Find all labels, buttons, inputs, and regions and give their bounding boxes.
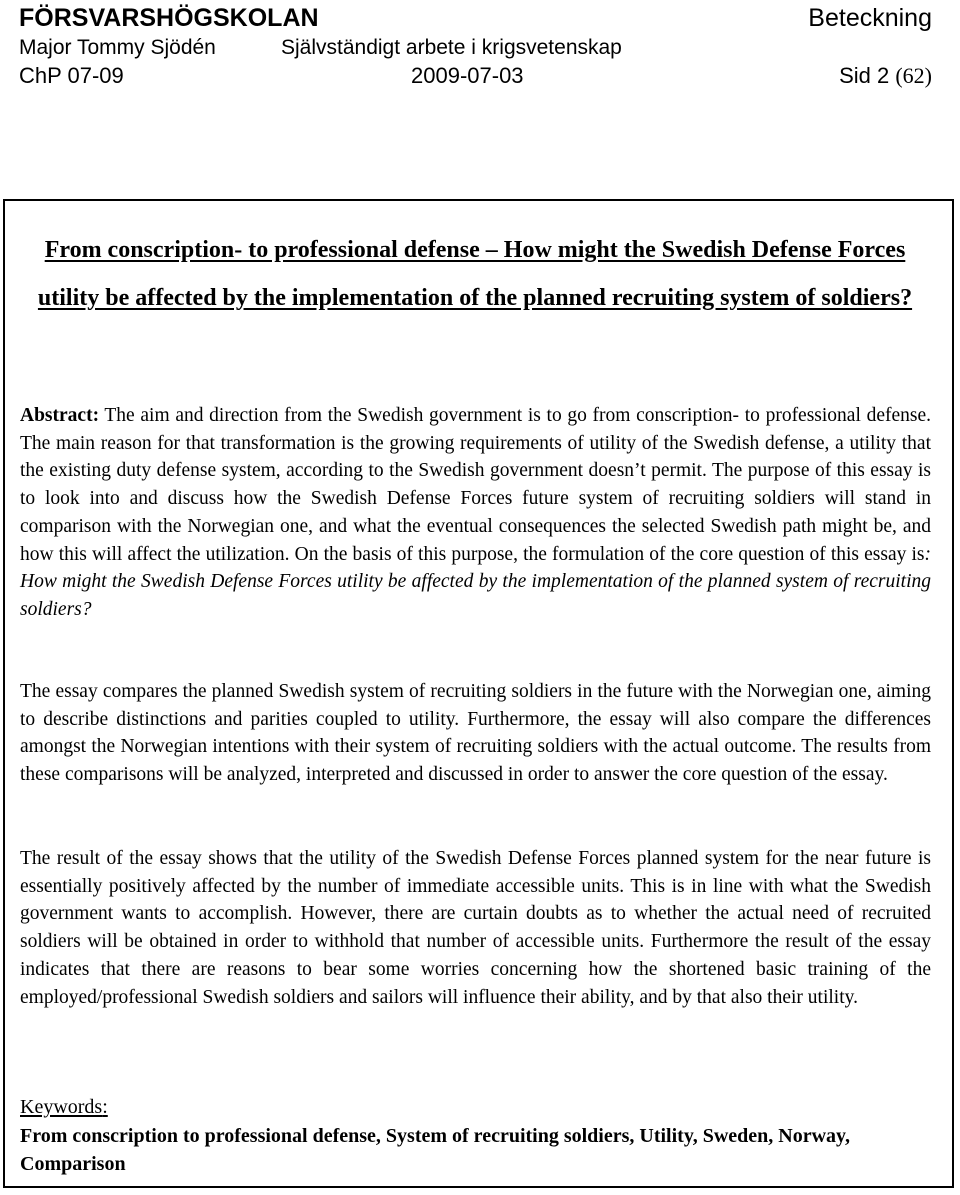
course-name: Självständigt arbete i krigsvetenskap (281, 36, 622, 59)
program-code: ChP 07-09 (19, 63, 124, 88)
abstract-paragraph (20, 402, 931, 624)
beteckning-label: Beteckning (808, 4, 932, 32)
page-header-row-2 (19, 36, 932, 64)
method-paragraph: The essay compares the planned Swedish system of recruiting soldiers in the future with the Norwegian one, aiming to describe distinctions and parities coupled to utility. Furthermore, the essay will also compare the differences amongst the Norwegian intentions with their system of recruiting soldiers with the actual outcome. The results from these comparisons will be analyzed, interpreted and discussed in order to answer the core question of the essay. (20, 681, 931, 786)
keywords-label: Keywords (20, 1096, 103, 1118)
page-number (839, 63, 932, 89)
page-header-row-3 (19, 63, 932, 93)
keywords-list: From conscription to professional defense, System of recruiting soldiers, Utility, Sweden, Norway, Comparison (20, 1125, 850, 1175)
page-total: (62) (895, 63, 932, 88)
essay-title: From conscription- to professional defense – How might the Swedish Defense Forces utility be affected by the implementation of the planned recruiting system of soldiers? (37, 237, 913, 311)
institution-name: FÖRSVARSHÖGSKOLAN (19, 4, 319, 32)
author-name: Major Tommy Sjödén (19, 36, 216, 59)
abstract-text: The aim and direction from the Swedish government is to go from conscription- to professional defense. The main reason for that transformation is the growing requirements of utility of the Swedish defense, a utility that the existing duty defense system, according to the Swedish government doesn’t permit. The purpose of this essay is to look into and discuss how the Swedish Defense Forces future system of recruiting soldiers will stand in comparison with the Norwegian one, and what the eventual consequences the selected Swedish path might be, and how this will affect the utilization. On the basis of this purpose, the formulation of the core question of this essay is (20, 405, 931, 565)
results-paragraph: The result of the essay shows that the utility of the Swedish Defense Forces planned system for the near future is essentially positively affected by the number of immediate accessible units. This is in line with what the Swedish government wants to accomplish. However, there are curtain doubts as to whether the actual need of recruited soldiers will be obtained in order to withhold that number of accessible units. Furthermore the result of the essay indicates that there are reasons to bear some worries concerning how the shortened basic training of the employed/professional Swedish soldiers and sailors will influence their ability, and by that also their utility. (20, 848, 931, 1008)
page-header-row-1 (19, 4, 932, 34)
page-number-label: Sid 2 (839, 63, 890, 88)
document-date: 2009-07-03 (411, 63, 524, 88)
keywords-heading (20, 1096, 108, 1119)
keywords-colon: : (102, 1096, 108, 1118)
core-question: : How might the Swedish Defense Forces utility be affected by the implementation of the planned system of recruiting soldiers? (20, 543, 931, 620)
abstract-label: Abstract: (20, 405, 100, 426)
